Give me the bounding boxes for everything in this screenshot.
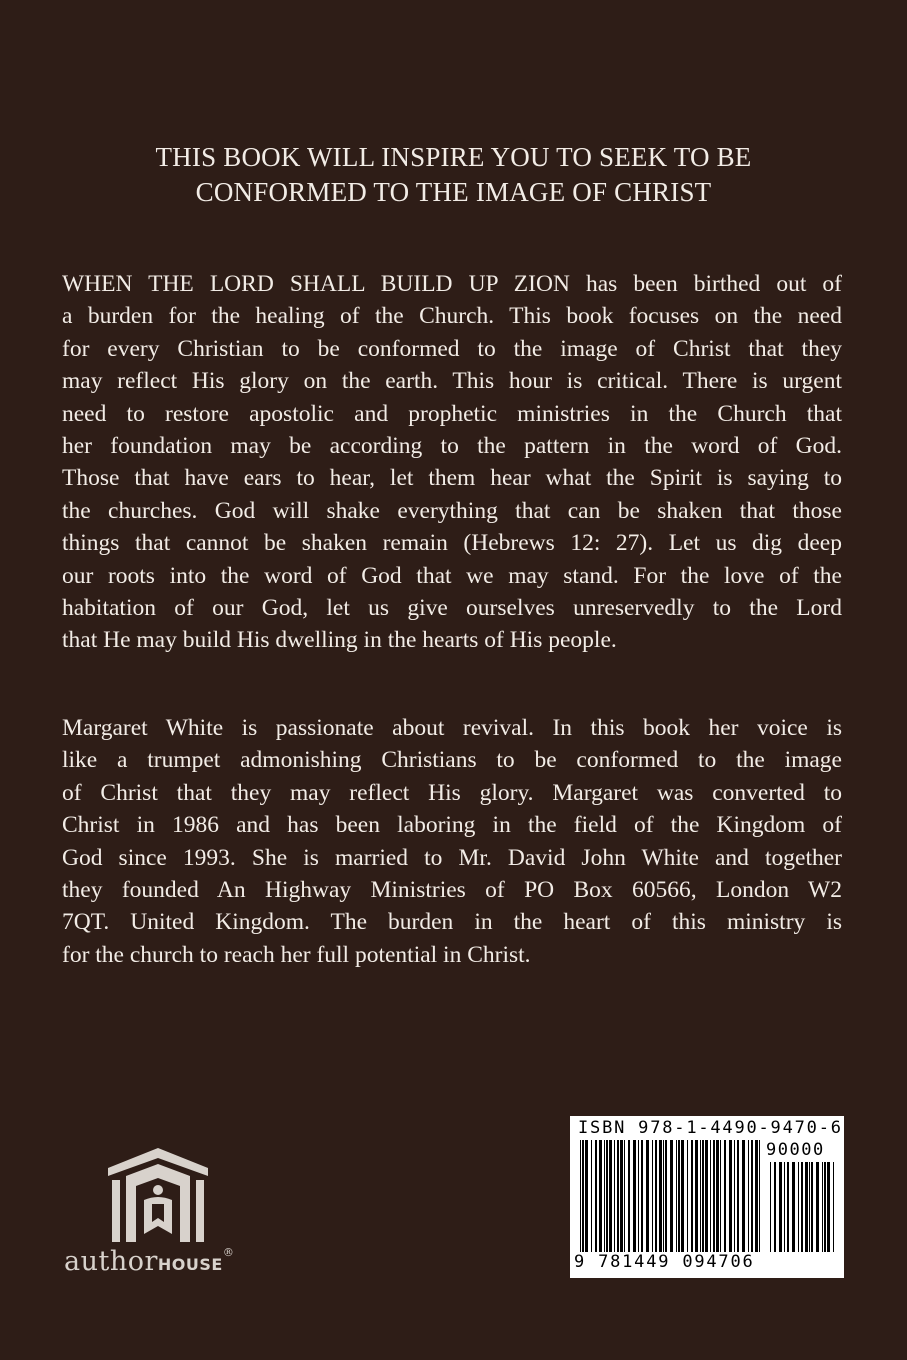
barcode-bar xyxy=(734,1140,735,1252)
bio-line: Margaret White is passionate about revival. In this book her voice is xyxy=(62,715,842,741)
barcode-bar xyxy=(599,1140,602,1252)
description-line: the churches. God will shake everything that can be shaken that those xyxy=(62,497,842,524)
barcode-bar xyxy=(784,1162,785,1252)
bio-line: Christ in 1986 and has been laboring in the field of the Kingdom of xyxy=(62,812,842,839)
barcode-bar xyxy=(585,1140,588,1252)
barcode-bar xyxy=(737,1140,739,1252)
barcode-bar xyxy=(720,1140,721,1252)
barcode-bar xyxy=(595,1140,597,1252)
barcode-bar xyxy=(604,1140,605,1252)
barcode-bar xyxy=(655,1140,657,1252)
author-bio xyxy=(62,712,842,971)
barcode-bar xyxy=(646,1140,649,1252)
bio-line: like a trumpet admonishing Christians to be conformed to the image xyxy=(62,747,842,774)
barcode-bar xyxy=(582,1140,584,1252)
barcode-bar xyxy=(805,1162,808,1252)
publisher-name: authorHOUSE® xyxy=(64,1246,234,1277)
barcode-bar xyxy=(676,1140,677,1252)
barcode-bar xyxy=(822,1162,823,1252)
barcode-digits: 9 781449 094706 xyxy=(574,1252,755,1272)
barcode-bar xyxy=(628,1140,630,1252)
barcode-bar xyxy=(641,1140,643,1252)
description-line: her foundation may be according to the pattern in the word of God. xyxy=(62,433,842,460)
barcode-bar xyxy=(606,1140,608,1252)
barcode-bar xyxy=(670,1140,673,1252)
barcode-bar xyxy=(770,1162,771,1252)
barcode-bar xyxy=(816,1162,819,1252)
barcode-bar xyxy=(695,1140,698,1252)
barcode-bar xyxy=(681,1140,684,1252)
barcode-bar xyxy=(751,1140,753,1252)
barcode-bar xyxy=(724,1140,726,1252)
barcode-bar xyxy=(779,1162,782,1252)
barcode-bar xyxy=(665,1140,667,1252)
barcode-bar xyxy=(742,1140,745,1252)
barcode-bar xyxy=(702,1140,704,1252)
barcode-bar xyxy=(663,1140,664,1252)
book-description xyxy=(62,268,842,657)
barcode-bar xyxy=(809,1162,810,1252)
barcode-bar xyxy=(824,1162,826,1252)
barcode-bar xyxy=(617,1140,619,1252)
barcode-bar xyxy=(792,1162,795,1252)
description-line: that He may build His dwelling in the hearts of His people. xyxy=(62,627,617,654)
description-line: our roots into the word of God that we may stand. For the love of the xyxy=(62,562,842,589)
barcode-bar xyxy=(620,1140,623,1252)
barcode-bar xyxy=(705,1140,708,1252)
barcode-bar xyxy=(729,1140,732,1252)
barcode-bar xyxy=(759,1140,760,1252)
barcode-bar xyxy=(798,1162,799,1252)
headline-line: THIS BOOK WILL INSPIRE YOU TO SEEK TO BE xyxy=(155,142,752,172)
headline-line: CONFORMED TO THE IMAGE OF CHRIST xyxy=(195,177,712,207)
addon-barcode-bars xyxy=(768,1162,838,1252)
barcode-bar xyxy=(609,1140,612,1252)
isbn-label: ISBN 978-1-4490-9470-6 xyxy=(578,1118,843,1138)
barcode-bar xyxy=(787,1162,789,1252)
house-book-icon xyxy=(104,1146,212,1242)
barcode-bar xyxy=(700,1140,701,1252)
barcode-bar xyxy=(659,1140,662,1252)
barcode-bar xyxy=(710,1140,711,1252)
barcode-bar xyxy=(713,1140,715,1252)
barcode-bars xyxy=(578,1140,764,1252)
barcode-bar xyxy=(774,1162,776,1252)
bio-line: for the church to reach her full potential in Christ. xyxy=(62,941,531,968)
barcode-bar xyxy=(833,1162,834,1252)
description-line: WHEN THE LORD SHALL BUILD UP ZION has been birthed out of xyxy=(62,271,842,297)
description-line: things that cannot be shaken remain (Hebrews 12: 27). Let us dig deep xyxy=(62,530,842,557)
description-line: need to restore apostolic and prophetic ministries in the Church that xyxy=(62,400,842,427)
barcode-bar xyxy=(633,1140,636,1252)
barcode-bar xyxy=(801,1162,803,1252)
bio-line: they founded An Highway Ministries of PO Box 60566, London W2 xyxy=(62,877,842,904)
barcode-bar xyxy=(827,1162,830,1252)
barcode-bar xyxy=(716,1140,719,1252)
barcode-bar xyxy=(748,1140,749,1252)
barcode-bar xyxy=(811,1162,813,1252)
barcode-bar xyxy=(678,1140,680,1252)
publisher-logo xyxy=(64,1140,264,1280)
description-line: Those that have ears to hear, let them hear what the Spirit is saying to xyxy=(62,465,842,492)
barcode-bar xyxy=(652,1140,653,1252)
barcode-bar xyxy=(691,1140,693,1252)
barcode-bar xyxy=(687,1140,688,1252)
barcode-bar xyxy=(755,1140,758,1252)
bio-line: of Christ that they may reflect His glory. Margaret was converted to xyxy=(62,779,842,806)
barcode-bar xyxy=(614,1140,615,1252)
barcode-bar xyxy=(624,1140,625,1252)
description-line: a burden for the healing of the Church. This book focuses on the need xyxy=(62,303,842,330)
description-line: may reflect His glory on the earth. This hour is critical. There is urgent xyxy=(62,368,842,395)
description-line: for every Christian to be conformed to the image of Christ that they xyxy=(62,335,842,362)
bio-line: God since 1993. She is married to Mr. David John White and together xyxy=(62,844,842,871)
bio-line: 7QT. United Kingdom. The burden in the heart of this ministry is xyxy=(62,909,842,936)
barcode-bar xyxy=(591,1140,592,1252)
barcode-bar xyxy=(580,1140,581,1252)
isbn-barcode xyxy=(570,1116,844,1278)
price-code: 90000 xyxy=(766,1140,825,1160)
description-line: habitation of our God, let us give ourselves unreservedly to the Lord xyxy=(62,595,842,622)
barcode-bar xyxy=(638,1140,639,1252)
back-cover-headline xyxy=(80,140,827,210)
